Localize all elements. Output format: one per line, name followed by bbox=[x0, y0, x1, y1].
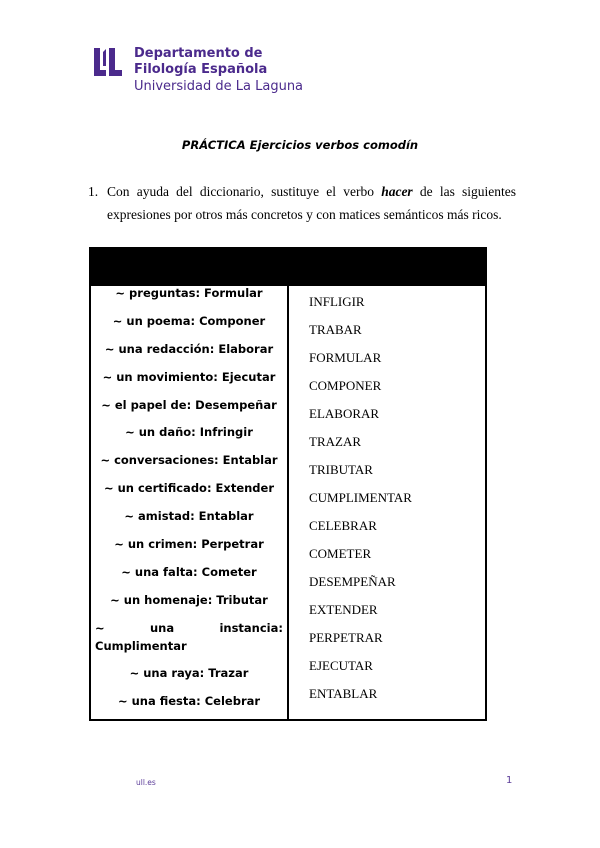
table-header bbox=[91, 249, 485, 286]
verb-option: COMPONER bbox=[309, 378, 382, 393]
verb-option: ENTABLAR bbox=[309, 686, 378, 701]
department-name-line1: Departamento de bbox=[134, 46, 263, 61]
verb-option: TRABAR bbox=[309, 322, 362, 337]
verb-option: INFLIGIR bbox=[309, 294, 365, 309]
verb-option: EJECUTAR bbox=[309, 658, 373, 673]
university-name: Universidad de La Laguna bbox=[134, 79, 304, 94]
exercise-number: 1. bbox=[88, 184, 99, 199]
expression-item: ~ una raya: Trazar bbox=[129, 666, 249, 680]
verb-option: CELEBRAR bbox=[309, 518, 377, 533]
verb-option: DESEMPEÑAR bbox=[309, 574, 396, 589]
expression-item: ~ una instancia: Cumplimentar bbox=[95, 621, 283, 653]
expression-item: ~ un certificado: Extender bbox=[103, 481, 275, 495]
expression-item: ~ un crimen: Perpetrar bbox=[114, 537, 264, 551]
verb-option: TRAZAR bbox=[309, 434, 361, 449]
instruction-text-after: de las siguientes expresiones por otros más concretos y con matices semánticos más ricos. bbox=[107, 184, 517, 222]
verb-option: EXTENDER bbox=[309, 602, 378, 617]
page-title: PRÁCTICA Ejercicios verbos comodín bbox=[181, 138, 419, 152]
department-name-line2: Filología Española bbox=[134, 62, 268, 77]
exercise-instruction bbox=[88, 180, 516, 226]
verb-option: ELABORAR bbox=[309, 406, 380, 421]
verb-option: TRIBUTAR bbox=[309, 462, 373, 477]
expression-item: ~ un poema: Componer bbox=[112, 314, 266, 328]
expression-item: ~ el papel de: Desempeñar bbox=[101, 398, 277, 412]
instruction-emphasis: hacer bbox=[381, 184, 413, 199]
expression-item: ~ conversaciones: Entablar bbox=[100, 453, 278, 467]
exercise-table bbox=[89, 247, 487, 721]
university-logo bbox=[92, 46, 312, 98]
verb-option: PERPETRAR bbox=[309, 630, 383, 645]
expression-item: ~ amistad: Entablar bbox=[124, 509, 254, 523]
expression-item: ~ un daño: Infringir bbox=[125, 425, 253, 439]
expression-item: ~ una redacción: Elaborar bbox=[104, 342, 274, 356]
verb-option: CUMPLIMENTAR bbox=[309, 490, 412, 505]
footer-site: ull.es bbox=[136, 778, 156, 787]
expression-item: ~ un movimiento: Ejecutar bbox=[102, 370, 276, 384]
expression-item: ~ preguntas: Formular bbox=[115, 286, 263, 300]
ull-logo-icon bbox=[92, 46, 124, 78]
page-number: 1 bbox=[506, 775, 513, 786]
verb-option: FORMULAR bbox=[309, 350, 382, 365]
expression-item: ~ un homenaje: Tributar bbox=[110, 593, 268, 607]
verb-option: COMETER bbox=[309, 546, 372, 561]
instruction-text-before: Con ayuda del diccionario, sustituye el verbo bbox=[107, 184, 382, 199]
expression-item: ~ una fiesta: Celebrar bbox=[117, 694, 261, 708]
column-divider bbox=[287, 286, 289, 719]
expression-item: ~ una falta: Cometer bbox=[121, 565, 257, 579]
